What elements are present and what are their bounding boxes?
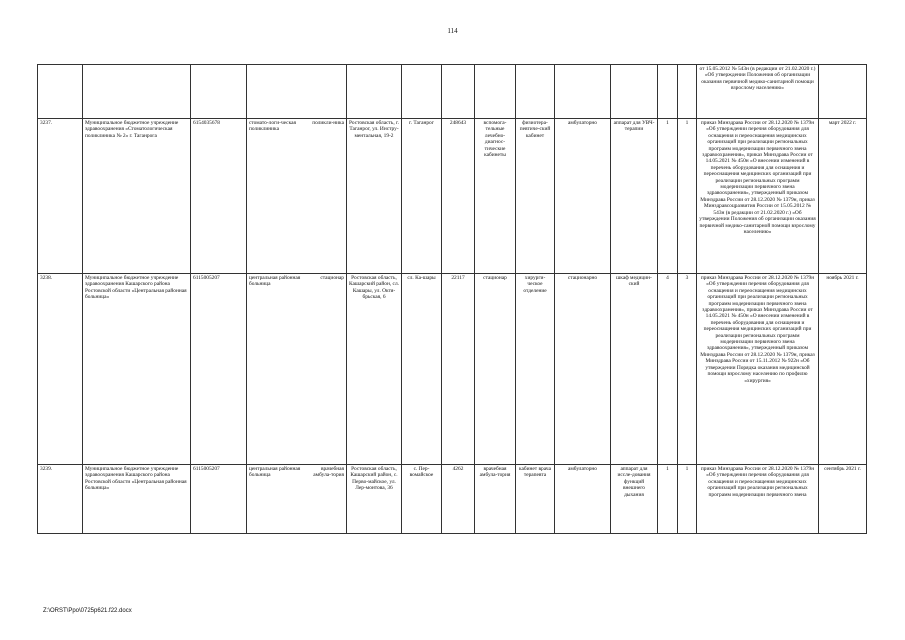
cell-doc: приказ Минздрава России от 28.12.2020 № 1379н «Об утверждении перечня оборудования для оснащения и переоснащения медицинских организаций при реализации региональных программ модернизации первичного звена bbox=[697, 465, 819, 534]
cell-population: 248643 bbox=[442, 119, 475, 274]
cell-care: стационарно bbox=[555, 274, 611, 465]
cell-q1: 1 bbox=[658, 465, 678, 534]
cell-type-b: стационар bbox=[320, 275, 344, 281]
table-row bbox=[38, 65, 867, 119]
cell-locality: г. Таганрог bbox=[402, 119, 442, 274]
cell-q1: 1 bbox=[658, 119, 678, 274]
cell-org: Муниципальное бюджетное учреждение здравоохранения Кашарского района Ростовской области «Центральная районная больница» bbox=[83, 465, 191, 534]
cell-care: амбулаторно bbox=[555, 119, 611, 274]
cell-org: Муниципальное бюджетное учреждение здравоохранения «Стоматологическая поликлиника № 2» г. Таганрога bbox=[83, 119, 191, 274]
cell-type bbox=[247, 119, 347, 274]
cell-date: март 2022 г. bbox=[819, 119, 867, 274]
cell-num: 3237. bbox=[38, 119, 83, 274]
cell-type-b: врачебная амбула-тория bbox=[313, 466, 344, 479]
cell-inn: 6154035678 bbox=[191, 119, 247, 274]
cell-population: 22117 bbox=[442, 274, 475, 465]
cell-q2: 1 bbox=[678, 465, 697, 534]
cell-address: Ростовская область, г. Таганрог, ул. Инстру-ментальная, 19-2 bbox=[347, 119, 402, 274]
cell-num: 3239. bbox=[38, 465, 83, 534]
cell-org: Муниципальное бюджетное учреждение здравоохранения Кашарского района Ростовской области «Центральная районная больница» bbox=[83, 274, 191, 465]
cell-address: Ростовская область, Кашарский район, сл. Кашары, ул. Октя-брьская, 6 bbox=[347, 274, 402, 465]
page-number: 114 bbox=[447, 27, 458, 35]
cell-type bbox=[247, 274, 347, 465]
cell-equipment: шкаф медицин-ский bbox=[611, 274, 658, 465]
cell-dept: хирурги-ческое отделение bbox=[516, 274, 555, 465]
equipment-table bbox=[37, 64, 867, 534]
cell-doc: приказ Минздрава России от 28.12.2020 № 1379н «Об утверждении перечня оборудования для оснащения и переоснащения медицинских организаций при реализации региональных программ модернизации первичного звена здравоохранения», приказ Минздрава России от 14.05.2021 № 450н «О внесении изменений в перечень оборудования для оснащения и переоснащения медицинских организаций при реализации региональных программ модернизации первичного звена здравоохранения», утвержденный приказом Минздрава России от 28.12.2020 № 1379н, приказ Минздравсоцразвития России от 15.05.2012 № 543н (в редакции от 21.02.2020 г.) «Об утверждении Положения об организации оказания первичной медико-санитарной помощи взрослому населению» bbox=[697, 119, 819, 274]
cell-doc: приказ Минздрава России от 28.12.2020 № 1379н «Об утверждении перечня оборудования для оснащения и переоснащения медицинских организаций при реализации региональных программ модернизации первичного звена здравоохранения», приказ Минздрава России от 14.05.2021 № 450н «О внесении изменений в перечень оборудования для оснащения и переоснащения медицинских организаций при реализации региональных программ модернизации первичного звена здравоохранения», утвержденный приказом Минздрава России от 28.12.2020 № 1379н, приказ Минздрава России от 15.11.2012 № 922н «Об утверждении Порядка оказания медицинской помощи взрослому населению по профилю «хирургия» bbox=[697, 274, 819, 465]
cell-dept: кабинет врача терапевта bbox=[516, 465, 555, 534]
cell-type-a: центральная районная больница bbox=[249, 466, 301, 479]
cell-num: 3238. bbox=[38, 274, 83, 465]
cell-doc: от 15.05.2012 № 543н (в редакции от 21.02.2020 г.) «Об утверждении Положения об организации оказания первичной медико-санитарной помощи взрослому населению» bbox=[697, 65, 819, 119]
cell-q2: 3 bbox=[678, 274, 697, 465]
cell-inn: 6115005207 bbox=[191, 465, 247, 534]
cell-q1: 4 bbox=[658, 274, 678, 465]
cell-q2: 1 bbox=[678, 119, 697, 274]
cell-locality: с. Пер-вомайское bbox=[402, 465, 442, 534]
cell-unit: врачебная амбула-тория bbox=[475, 465, 516, 534]
cell-type-b: поликли-ника bbox=[312, 120, 344, 126]
cell-date: ноябрь 2021 г. bbox=[819, 274, 867, 465]
cell-type-a: центральная районная больница bbox=[249, 275, 301, 288]
cell-date: сентябрь 2021 г. bbox=[819, 465, 867, 534]
cell-unit: вспомога-тельные лечебно-диагнос-тические кабинеты bbox=[475, 119, 516, 274]
cell-unit: стационар bbox=[475, 274, 516, 465]
table-row bbox=[38, 274, 867, 465]
cell-population: 4262 bbox=[442, 465, 475, 534]
cell-type bbox=[247, 465, 347, 534]
table-row bbox=[38, 465, 867, 534]
table-row bbox=[38, 119, 867, 274]
cell-equipment: аппарат для иссле-дования функций внешнего дыхания bbox=[611, 465, 658, 534]
cell-address: Ростовская область, Кашарский район, с. Перво-майское, ул. Лер-монтова, 36 bbox=[347, 465, 402, 534]
cell-type-a: стомато-логи-ческая поликлиника bbox=[249, 120, 296, 133]
cell-care: амбулаторно bbox=[555, 465, 611, 534]
cell-inn: 6115005207 bbox=[191, 274, 247, 465]
footer-file-path: Z:\ORST\Ppo\0725p621.f22.docx bbox=[43, 608, 132, 614]
cell-dept: физиотера-певтиче-ский кабинет bbox=[516, 119, 555, 274]
cell-locality: сл. Ка-шары bbox=[402, 274, 442, 465]
cell-equipment: аппарат для УВЧ-терапии bbox=[611, 119, 658, 274]
